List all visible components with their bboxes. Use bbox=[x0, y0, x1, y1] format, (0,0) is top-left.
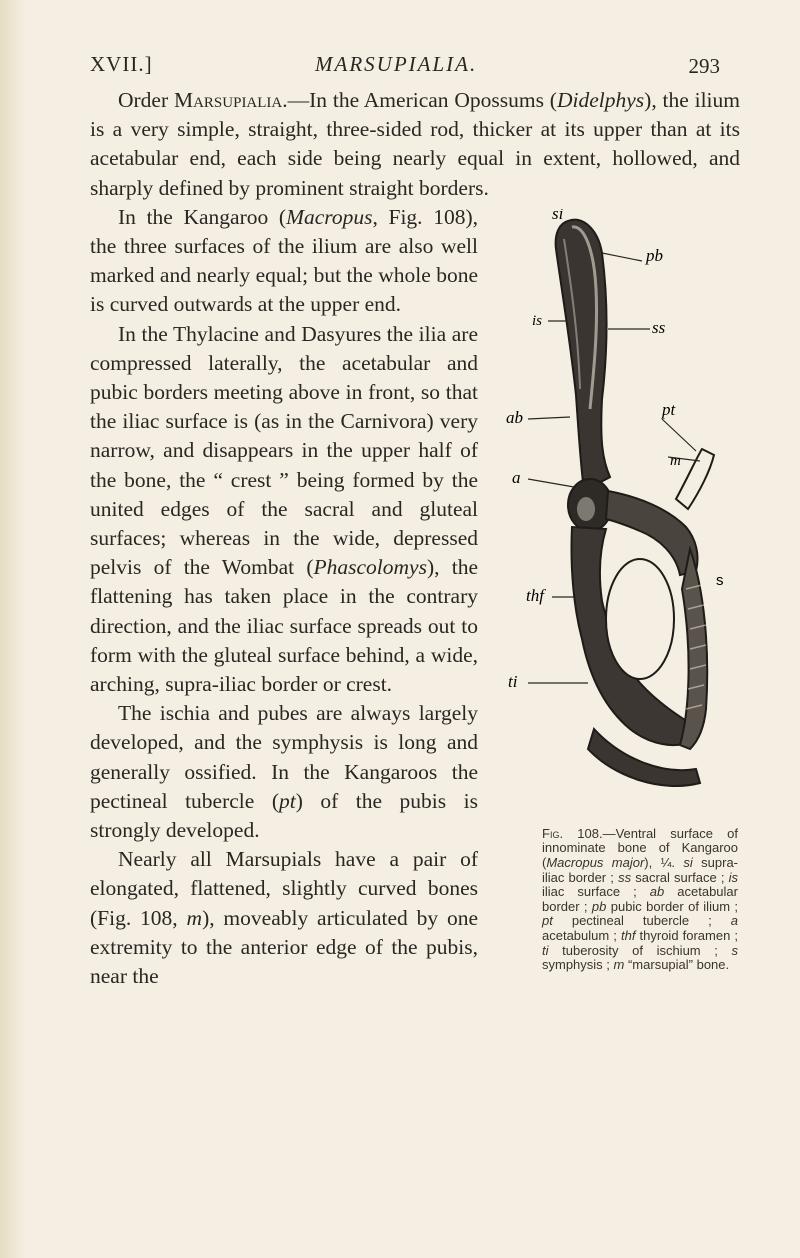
label-m: m bbox=[670, 452, 681, 469]
paragraph-3: In the Thylacine and Dasyures the ilia are compressed laterally, the acetabular and pubic borders meeting above in front, so that the iliac surface is (as in the Carnivora) very narrow, and disappears in the upper half of the bone, the “ crest ” being formed by the united edges of the sacral and gluteal surfaces; whereas in the wide, depressed pelvis of the Wombat (Phascolomys), the flattening has taken place in the contrary direction, and the iliac surface spreads out to form with the gluteal surface behind, a wide, arching, supra-iliac border or crest. bbox=[90, 321, 478, 697]
body-text bbox=[90, 86, 740, 993]
abbreviation: pt bbox=[278, 788, 296, 813]
figure-108 bbox=[490, 209, 740, 989]
genus-name: Didelphys bbox=[556, 88, 645, 112]
abbreviation: m bbox=[186, 905, 203, 930]
genus-name: Phascolomys bbox=[313, 555, 427, 580]
running-title: MARSUPIALIA. bbox=[315, 52, 478, 76]
label-ss: ss bbox=[652, 317, 666, 337]
figure-number: Fig. 108. bbox=[542, 825, 603, 841]
label-ab: ab bbox=[506, 407, 523, 427]
label-is: is bbox=[532, 312, 543, 329]
label-ti: ti bbox=[508, 671, 518, 691]
label-si: si bbox=[552, 208, 564, 223]
innominate-bone-illustration bbox=[490, 209, 740, 821]
paragraph-1: Order Marsupialia.—In the American Opossums (Didelphys), the ilium is a very simple, straight, three-sided rod, thicker at its upper than at its acetabular end, each side being nearly equal in extent, hollowed, and sharply defined by prominent straight borders. bbox=[90, 88, 741, 200]
page-edge-shadow bbox=[0, 0, 26, 1258]
label-a: a bbox=[512, 467, 521, 487]
running-header bbox=[90, 52, 720, 86]
label-s: s bbox=[716, 571, 724, 589]
paragraph-4: The ischia and pubes are always largely developed, and the symphysis is long and generally ossified. In the Kangaroos the pectineal tubercle (pt) of the pubis is strongly developed. bbox=[90, 701, 478, 843]
label-pt: pt bbox=[662, 399, 676, 419]
figure-caption: Fig. 108.—Ventral surface of innominate bone of Kangaroo (Macropus major), ¼. si supra-iliac border ; ss sacral surface ; is iliac surface ; ab acetabular border ; pb pubic border of ilium ; pt pectineal tubercle ; a acetabulum ; thf thyroid foramen ; ti tuberosity of ischium ; s symphysis ; m “marsupial” bone. bbox=[542, 825, 739, 973]
genus-name: Macropus bbox=[286, 204, 373, 229]
label-pb: pb bbox=[646, 245, 663, 265]
paragraph-5: Nearly all Marsupials have a pair of elongated, flattened, slightly curved bones (Fig. 108, m), moveably articulated by one extremity to the anterior edge of the pubis, near the bbox=[90, 847, 479, 989]
page-number: 293 bbox=[688, 54, 720, 78]
order-name: Marsupialia bbox=[173, 88, 283, 112]
chapter-number: XVII.] bbox=[90, 52, 153, 76]
paragraph-2: In the Kangaroo (Macropus, Fig. 108), the three surfaces of the ilium are also well marked and nearly equal; but the whole bone is curved outwards at the upper end. bbox=[90, 204, 478, 317]
label-thf: thf bbox=[526, 585, 544, 605]
